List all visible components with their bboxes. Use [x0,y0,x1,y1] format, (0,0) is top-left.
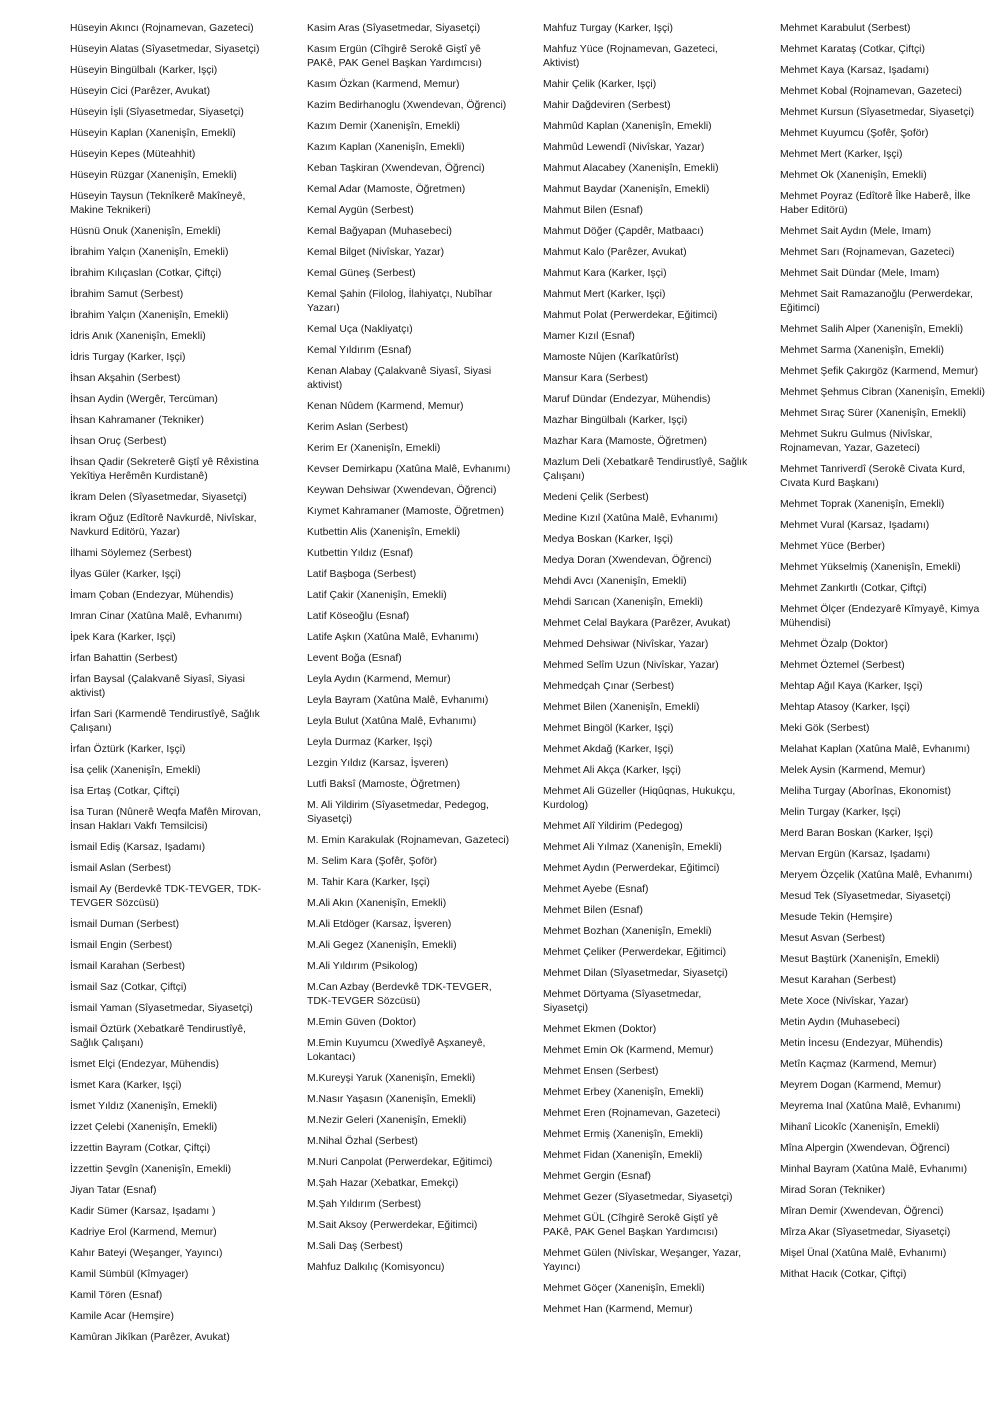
signatory-entry: M.Şah Yıldırım (Serbest) [307,1199,422,1210]
signatory-entry: Mahmut Döğer (Çapdêr, Matbaacı) [543,226,704,237]
signatory-entry: Meki Gök (Serbest) [780,723,870,734]
signatory-entry: Mehmet Dörtyama (Sîyasetmedar, Siyasetçi) [543,989,702,1014]
signatory-entry: İpek Kara (Karker, Işçi) [70,632,176,643]
signatory-entry: M.Nuri Canpolat (Perwerdekar, Eğitimci) [307,1157,493,1168]
signatory-entry: M. Emin Karakulak (Rojnamevan, Gazeteci) [307,835,510,846]
signatory-entry: Mehmet Dilan (Sîyasetmedar, Siyasetçi) [543,968,728,979]
signatory-entry: Mehmet Ali Akça (Karker, Işçi) [543,765,682,776]
signatory-entry: Kadriye Erol (Karmend, Memur) [70,1227,217,1238]
signatory-entry: Meliha Turgay (Aborînas, Ekonomist) [780,786,951,797]
signatory-entry: Metîn Kaçmaz (Karmend, Memur) [780,1059,937,1070]
signatory-entry: Mahmut Alacabey (Xanenişîn, Emekli) [543,163,719,174]
signatory-entry: Mehmet Karabulut (Serbest) [780,23,911,34]
signatory-entry: Kemal Uça (Nakliyatçı) [307,324,413,335]
signatory-entry: Mahmut Baydar (Xanenişîn, Emekli) [543,184,710,195]
signatory-entry: İzzettin Şevgîn (Xanenişîn, Emekli) [70,1164,232,1175]
signatory-entry: Mazhar Bingülbalı (Karker, Işçi) [543,415,688,426]
signatory-entry: İrfan Sari (Karmendê Tendirustîyê, Sağlık Çalışanı) [70,709,260,734]
signatory-entry: Mesut Karahan (Serbest) [780,975,897,986]
signatory-entry: Mehmet Ölçer (Endezyarê Kîmyayê, Kimya Mühendisi) [780,604,980,629]
signatory-entry: Kerim Aslan (Serbest) [307,422,409,433]
signatory-entry: Mîrza Akar (Sîyasetmedar, Siyasetçi) [780,1227,951,1238]
signatory-entry: Mehmet Zankırtlı (Cotkar, Çiftçi) [780,583,927,594]
signatory-entry: Kemal Güneş (Serbest) [307,268,416,279]
signatory-entry: Kenan Alabay (Çalakvanê Siyasî, Siyasi aktivist) [307,366,492,391]
signatory-entry: M.Ali Yıldırım (Psikolog) [307,961,418,972]
signatory-entry: Leyla Durmaz (Karker, Işçi) [307,737,433,748]
signatory-entry: Mehmet Gülen (Nivîskar, Weşanger, Yazar, Yayıncı) [543,1248,742,1273]
signatory-entry: Mehmet Bilen (Xanenişîn, Emekli) [543,702,700,713]
signatory-entry: Mehmet GÜL (Cîhgirê Serokê Giştî yê PAKê, PAK Genel Başkan Yardımcısı) [543,1213,719,1238]
signatory-entry: Mazhar Kara (Mamoste, Öğretmen) [543,436,707,447]
signatory-entry: Mehmet Salih Alper (Xanenişîn, Emekli) [780,324,964,335]
signatory-entry: M.Sali Daş (Serbest) [307,1241,403,1252]
signatory-entry: İzzettin Bayram (Cotkar, Çiftçi) [70,1143,211,1154]
signatory-entry: Metin İncesu (Endezyar, Mühendis) [780,1038,943,1049]
signatory-entry: M.Ali Akın (Xanenişîn, Emekli) [307,898,447,909]
signatory-entry: İsa Ertaş (Cotkar, Çiftçi) [70,786,180,797]
signatory-entry: Hüseyin Cici (Parêzer, Avukat) [70,86,211,97]
signatory-entry: İsmet Elçi (Endezyar, Mühendis) [70,1059,219,1070]
signatory-entry: İrfan Baysal (Çalakvanê Siyasî, Siyasi aktivist) [70,674,245,699]
signatory-entry: Kemal Aygün (Serbest) [307,205,414,216]
signatory-entry: Merd Baran Boskan (Karker, Işçi) [780,828,934,839]
signatory-entry: Lezgin Yıldız (Karsaz, İşveren) [307,758,449,769]
signatory-entry: Mahmut Kara (Karker, Işçi) [543,268,667,279]
signatory-entry: Mehmet Ok (Xanenişîn, Emekli) [780,170,927,181]
name-column-3 [543,22,748,1324]
signatory-entry: M.Şah Hazar (Xebatkar, Emekçi) [307,1178,459,1189]
signatory-entry: İhsan Aydin (Wergêr, Tercüman) [70,394,218,405]
signatory-entry: Mirad Soran (Tekniker) [780,1185,886,1196]
signatory-entry: Mehmet Poyraz (Edîtorê Îlke Haberê, İlke Haber Editörü) [780,191,971,216]
signatory-entry: İrfan Öztürk (Karker, Işçi) [70,744,186,755]
signatory-entry: Metin Aydın (Muhasebeci) [780,1017,900,1028]
signatory-entry: Mehtap Ağıl Kaya (Karker, Işçi) [780,681,923,692]
signatory-entry: Mehmet Şefik Çakırgöz (Karmend, Memur) [780,366,979,377]
signatory-entry: Mehmet Emin Ok (Karmend, Memur) [543,1045,714,1056]
signatory-entry: Hüseyin Rüzgar (Xanenişîn, Emekli) [70,170,237,181]
name-column-1 [70,22,275,1352]
signatory-entry: Mamer Kızıl (Esnaf) [543,331,635,342]
signatory-entry: Mîna Alpergin (Xwendevan, Öğrenci) [780,1143,950,1154]
signatory-entry: Kıymet Kahramaner (Mamoste, Öğretmen) [307,506,504,517]
signatory-entry: Mahmut Kalo (Parêzer, Avukat) [543,247,687,258]
signatory-entry: Lutfi Baksî (Mamoste, Öğretmen) [307,779,461,790]
signatory-entry: Mehmet Bingöl (Karker, Işçi) [543,723,674,734]
signatory-entry: Mehtap Atasoy (Karker, Işçi) [780,702,910,713]
signatory-entry: İsmail Saz (Cotkar, Çiftçi) [70,982,187,993]
signatory-entry: Levent Boğa (Esnaf) [307,653,402,664]
signatory-entry: Mesude Tekin (Hemşire) [780,912,893,923]
signatory-entry: Mehmet Erbey (Xanenişîn, Emekli) [543,1087,704,1098]
signatory-entry: Latif Başboga (Serbest) [307,569,417,580]
signatory-entry: Meryem Özçelik (Xatûna Malê, Evhanımı) [780,870,973,881]
signatory-entry: İhsan Akşahin (Serbest) [70,373,181,384]
signatory-entry: İhsan Qadir (Sekreterê Giştî yê Rêxistina Yekîtiya Herêmên Kurdistanê) [70,457,259,482]
signatory-entry: Mehmet Aydın (Perwerdekar, Eğitimci) [543,863,720,874]
signatory-entry: M.Nasır Yaşasın (Xanenişîn, Emekli) [307,1094,476,1105]
signatory-entry: Melahat Kaplan (Xatûna Malê, Evhanımı) [780,744,971,755]
signatory-entry: Kahır Bateyi (Weşanger, Yayıncı) [70,1248,223,1259]
signatory-entry: Mehmet Ali Yılmaz (Xanenişîn, Emekli) [543,842,722,853]
signatory-entry: Mehmet Celal Baykara (Parêzer, Avukat) [543,618,731,629]
signatory-entry: İkram Delen (Sîyasetmedar, Siyasetçi) [70,492,247,503]
signatory-entry: Hüseyin Alatas (Sîyasetmedar, Siyasetçi) [70,44,260,55]
signatory-entry: Mehmet Mert (Karker, Işçi) [780,149,903,160]
signatory-entry: Hüsnü Onuk (Xanenişîn, Emekli) [70,226,221,237]
signatory-entry: Leyla Bulut (Xatûna Malê, Evhanımı) [307,716,477,727]
signatory-entry: Kasım Ergün (Cîhgirê Serokê Giştî yê PAKê, PAK Genel Başkan Yardımcısı) [307,44,482,69]
signatory-entry: M.Emin Güven (Doktor) [307,1017,417,1028]
signatory-entry: İsmail Ediş (Karsaz, Işadamı) [70,842,206,853]
signatory-entry: Mahfuz Turgay (Karker, Işçi) [543,23,673,34]
signatory-entry: İbrahim Yalçın (Xanenişîn, Emekli) [70,247,229,258]
signatory-entry: Medine Kızıl (Xatûna Malê, Evhanımı) [543,513,718,524]
signatory-entry: Mehmet Sait Aydın (Mele, Imam) [780,226,932,237]
signatory-entry: Kasim Aras (Sîyasetmedar, Siyasetçi) [307,23,481,34]
signatory-entry: İmam Çoban (Endezyar, Mühendis) [70,590,234,601]
signatory-entry: Mehmet Vural (Karsaz, Işadamı) [780,520,930,531]
signatory-entry: İsmail Aslan (Serbest) [70,863,172,874]
signatory-entry: Mahfuz Yüce (Rojnamevan, Gazeteci, Aktivist) [543,44,718,69]
signatory-entry: M.Nezir Geleri (Xanenişîn, Emekli) [307,1115,467,1126]
signatory-entry: Mîran Demir (Xwendevan, Öğrenci) [780,1206,944,1217]
signatory-entry: Mahmûd Kaplan (Xanenişîn, Emekli) [543,121,712,132]
signatory-entry: Mehmet Özalp (Doktor) [780,639,888,650]
signatory-entry: İsmail Karahan (Serbest) [70,961,185,972]
signatory-entry: Leyla Bayram (Xatûna Malê, Evhanımı) [307,695,489,706]
signatory-entry: İrfan Bahattin (Serbest) [70,653,178,664]
signatory-entry: İsmail Duman (Serbest) [70,919,180,930]
signatory-entry: İsmail Öztürk (Xebatkarê Tendirustîyê, Sağlık Çalışanı) [70,1024,246,1049]
signatory-entry: Mehmet Eren (Rojnamevan, Gazeteci) [543,1108,721,1119]
signatory-entry: Mehmet Yükselmiş (Xanenişîn, Emekli) [780,562,961,573]
signatory-entry: Mehmet Sıraç Sürer (Xanenişîn, Emekli) [780,408,966,419]
signatory-entry: İzzet Çelebi (Xanenişîn, Emekli) [70,1122,218,1133]
signatory-entry: Mehdi Avcı (Xanenişîn, Emekli) [543,576,687,587]
signatory-entry: Mehmet Şehmus Cibran (Xanenişîn, Emekli) [780,387,986,398]
signatory-entry: Kemal Yıldırım (Esnaf) [307,345,412,356]
signatory-entry: Melin Turgay (Karker, Işçi) [780,807,901,818]
signatory-entry: Mesut Baştürk (Xanenişîn, Emekli) [780,954,940,965]
signatory-entry: Medeni Çelik (Serbest) [543,492,649,503]
signatory-entry: Mehmet Kobal (Rojnamevan, Gazeteci) [780,86,962,97]
signatory-entry: Keban Taşkiran (Xwendevan, Öğrenci) [307,163,485,174]
signatory-entry: Mahfuz Dalkılıç (Komisyoncu) [307,1262,445,1273]
signatory-entry: İsmail Engin (Serbest) [70,940,173,951]
signatory-entry: Kenan Nûdem (Karmend, Memur) [307,401,464,412]
signatory-entry: İsmet Yıldız (Xanenişîn, Emekli) [70,1101,218,1112]
signatory-entry: Medya Boskan (Karker, Işçi) [543,534,673,545]
signatory-entry: Kadir Sümer (Karsaz, Işadamı ) [70,1206,216,1217]
signatory-entry: İbrahim Kılıçaslan (Cotkar, Çiftçi) [70,268,222,279]
signatory-entry: Leyla Aydın (Karmend, Memur) [307,674,451,685]
signatory-entry: Kerim Er (Xanenişîn, Emekli) [307,443,441,454]
signatory-entry: Mehmet Gergin (Esnaf) [543,1171,651,1182]
signatory-entry: Mahir Dağdeviren (Serbest) [543,100,671,111]
signatory-entry: Mehmet Çeliker (Perwerdekar, Eğitimci) [543,947,727,958]
signatory-entry: Mehmet Sarma (Xanenişîn, Emekli) [780,345,944,356]
signatory-entry: M.Nihal Özhal (Serbest) [307,1136,418,1147]
signatory-entry: M.Can Azbay (Berdevkê TDK-TEVGER, TDK-TEVGER Sözcüsü) [307,982,492,1007]
signatory-entry: Mamoste Nûjen (Karîkatûrîst) [543,352,679,363]
signatory-entry: Mahmûd Lewendî (Nivîskar, Yazar) [543,142,705,153]
signatory-entry: Kazim Bedirhanoglu (Xwendevan, Öğrenci) [307,100,507,111]
signatory-entry: İsa çelik (Xanenişîn, Emekli) [70,765,201,776]
signatory-entry: Jiyan Tatar (Esnaf) [70,1185,157,1196]
signatory-entry: İhsan Kahramaner (Tekniker) [70,415,204,426]
signatory-entry: Mehmet Ermiş (Xanenişîn, Emekli) [543,1129,703,1140]
signatory-entry: M.Kureyşi Yaruk (Xanenişîn, Emekli) [307,1073,476,1084]
signatory-entry: Mehdi Sarıcan (Xanenişîn, Emekli) [543,597,703,608]
signatory-entry: Mehmedçah Çınar (Serbest) [543,681,675,692]
signatory-entry: Mehmet Sait Dündar (Mele, Imam) [780,268,940,279]
signatory-entry: Mahir Çelik (Karker, Işçi) [543,79,657,90]
signatory-entry: M. Tahir Kara (Karker, Işçi) [307,877,430,888]
signatory-entry: M. Ali Yildirim (Sîyasetmedar, Pedegog, Siyasetçi) [307,800,489,825]
signatory-entry: Mehmed Dehsiwar (Nivîskar, Yazar) [543,639,709,650]
signatory-entry: Imran Cinar (Xatûna Malê, Evhanımı) [70,611,243,622]
signatory-entry: Latif Köseoğlu (Esnaf) [307,611,410,622]
signatory-entry: Mehmet Kursun (Sîyasetmedar, Siyasetçi) [780,107,975,118]
signatory-entry: Latife Aşkın (Xatûna Malê, Evhanımı) [307,632,479,643]
signatory-entry: Kamil Tören (Esnaf) [70,1290,163,1301]
signatory-entry: Mehmet Ekmen (Doktor) [543,1024,657,1035]
signatory-entry: M. Selim Kara (Şofêr, Şoför) [307,856,437,867]
signatory-entry: Kemal Adar (Mamoste, Öğretmen) [307,184,466,195]
signatory-entry: İsa Turan (Nûnerê Weqfa Mafên Mirovan, İnsan Hakları Vakfı Temsilcisi) [70,807,261,832]
signatory-entry: Mehmet Sait Ramazanoğlu (Perwerdekar, Eğitimci) [780,289,973,314]
signatory-entry: İkram Oğuz (Edîtorê Navkurdê, Nivîskar, Navkurd Editörü, Yazar) [70,513,257,538]
signatory-entry: Hüseyin Akıncı (Rojnamevan, Gazeteci) [70,23,254,34]
name-column-2 [307,22,512,1282]
signatory-entry: Mehmed Selîm Uzun (Nivîskar, Yazar) [543,660,719,671]
signatory-entry: Mehmet Ali Güzeller (Hiqûqnas, Hukukçu, Kurdolog) [543,786,736,811]
signatory-entry: Mehmet Tanriverdî (Serokê Civata Kurd, Cıvata Kurd Başkanı) [780,464,966,489]
signatory-entry: Keywan Dehsiwar (Xwendevan, Öğrenci) [307,485,497,496]
signatory-entry: Hüseyin Bingülbalı (Karker, Işçi) [70,65,218,76]
signatory-entry: Hüseyin Kaplan (Xanenişîn, Emekli) [70,128,236,139]
signatory-entry: Meyrem Dogan (Karmend, Memur) [780,1080,942,1091]
signatory-entry: İlyas Güler (Karker, Işçi) [70,569,181,580]
signatory-entry: Kazım Kaplan (Xanenişîn, Emekli) [307,142,465,153]
signatory-entry: Kutbettin Alis (Xanenişîn, Emekli) [307,527,461,538]
signatory-entry: Mehmet Yüce (Berber) [780,541,885,552]
signatory-entry: Kazım Demir (Xanenişîn, Emekli) [307,121,461,132]
signatory-entry: M.Sait Aksoy (Perwerdekar, Eğitimci) [307,1220,478,1231]
signatory-entry: İsmail Yaman (Sîyasetmedar, Siyasetçi) [70,1003,253,1014]
signatory-entry: Mehmet Han (Karmend, Memur) [543,1304,693,1315]
signatory-entry: Kamil Sümbül (Kîmyager) [70,1269,189,1280]
signatory-entry: Mehmet Göçer (Xanenişîn, Emekli) [543,1283,705,1294]
signatory-entry: Mehmet Öztemel (Serbest) [780,660,905,671]
signatory-entry: Kemal Bağyapan (Muhasebeci) [307,226,452,237]
signatory-entry: İdris Turgay (Karker, Işçi) [70,352,186,363]
signatory-entry: Mehmet Ayebe (Esnaf) [543,884,649,895]
signatory-entry: Mesut Asvan (Serbest) [780,933,886,944]
signatory-entry: Kemal Bilget (Nivîskar, Yazar) [307,247,445,258]
signatory-entry: Kutbettin Yıldız (Esnaf) [307,548,414,559]
signatory-entry: Kasım Özkan (Karmend, Memur) [307,79,460,90]
signatory-entry: Mehmet Sarı (Rojnamevan, Gazeteci) [780,247,955,258]
signatory-entry: Mehmet Akdağ (Karker, Işçi) [543,744,674,755]
signatory-entry: Melek Aysin (Karmend, Memur) [780,765,926,776]
signatory-entry: Mehmet Fidan (Xanenişîn, Emekli) [543,1150,703,1161]
signatory-entry: Mehmet Alî Yildirim (Pedegog) [543,821,683,832]
signatory-entry: Mehmet Sukru Gulmus (Nivîskar, Rojnamevan, Yazar, Gazeteci) [780,429,933,454]
signatory-entry: M.Ali Gegez (Xanenişîn, Emekli) [307,940,457,951]
name-column-4 [780,22,985,1289]
signatory-entry: Mervan Ergün (Karsaz, Işadamı) [780,849,931,860]
signatory-entry: Mehmet Bilen (Esnaf) [543,905,643,916]
signatory-entry: Kemal Şahin (Filolog, İlahiyatçı, Nubîhar Yazarı) [307,289,493,314]
signatory-entry: M.Ali Etdöger (Karsaz, İşveren) [307,919,452,930]
signatory-entry: Hüseyin Kepes (Müteahhit) [70,149,196,160]
signatory-entry: Maruf Dündar (Endezyar, Mühendis) [543,394,711,405]
signatory-entry: Mehmet Toprak (Xanenişîn, Emekli) [780,499,945,510]
signatory-entry: Mansur Kara (Serbest) [543,373,649,384]
signatory-entry: Mehmet Ensen (Serbest) [543,1066,659,1077]
signatory-entry: Latif Çakir (Xanenişîn, Emekli) [307,590,447,601]
signatory-entry: Minhal Bayram (Xatûna Malê, Evhanımı) [780,1164,968,1175]
signatory-entry: İsmet Kara (Karker, Işçi) [70,1080,182,1091]
signatory-entry: Mesud Tek (Sîyasetmedar, Siyasetçi) [780,891,951,902]
signatory-entry: Kevser Demirkapu (Xatûna Malê, Evhanımı) [307,464,511,475]
signatory-entry: Mithat Hacık (Cotkar, Çiftçi) [780,1269,907,1280]
signatory-entry: Mehmet Gezer (Sîyasetmedar, Siyasetçi) [543,1192,733,1203]
signatory-entry: Mihanî Licokîc (Xanenişîn, Emekli) [780,1122,940,1133]
signatory-entry: İlhami Söylemez (Serbest) [70,548,192,559]
signatory-entry: Mahmut Polat (Perwerdekar, Eğitimci) [543,310,718,321]
signatory-entry: Hüseyin Taysun (Teknîkerê Makîneyê, Makine Teknikeri) [70,191,246,216]
signatory-entry: Mehmet Kuyumcu (Şofêr, Şoför) [780,128,929,139]
signatory-entry: Mazlum Deli (Xebatkarê Tendirustîyê, Sağlık Çalışanı) [543,457,748,482]
signatory-entry: İbrahim Yalçın (Xanenişîn, Emekli) [70,310,229,321]
signatory-entry: Mişel Ünal (Xatûna Malê, Evhanımı) [780,1248,947,1259]
signatory-entry: Mete Xoce (Nivîskar, Yazar) [780,996,909,1007]
signatory-entry: Mahmut Mert (Karker, Işçi) [543,289,666,300]
signatory-entry: Hüseyin İşli (Sîyasetmedar, Siyasetçi) [70,107,244,118]
signatory-entry: Kamûran Jikîkan (Parêzer, Avukat) [70,1332,230,1343]
signatory-entry: M.Emin Kuyumcu (Xwedîyê Aşxaneyê, Lokantacı) [307,1038,486,1063]
signatory-entry: Meyrema Inal (Xatûna Malê, Evhanımı) [780,1101,961,1112]
signatory-entry: Mahmut Bilen (Esnaf) [543,205,643,216]
signatory-entry: İdris Anık (Xanenişîn, Emekli) [70,331,206,342]
signatory-entry: İsmail Ay (Berdevkê TDK-TEVGER, TDK-TEVGER Sözcüsü) [70,884,262,909]
signatory-entry: Kamile Acar (Hemşire) [70,1311,174,1322]
signatory-entry: Medya Doran (Xwendevan, Öğrenci) [543,555,712,566]
signatory-entry: İhsan Oruç (Serbest) [70,436,167,447]
signatory-entry: Mehmet Kaya (Karsaz, Işadamı) [780,65,929,76]
signatory-entry: İbrahim Samut (Serbest) [70,289,184,300]
signatory-entry: Mehmet Bozhan (Xanenişîn, Emekli) [543,926,712,937]
signatory-entry: Mehmet Karataş (Cotkar, Çiftçi) [780,44,925,55]
